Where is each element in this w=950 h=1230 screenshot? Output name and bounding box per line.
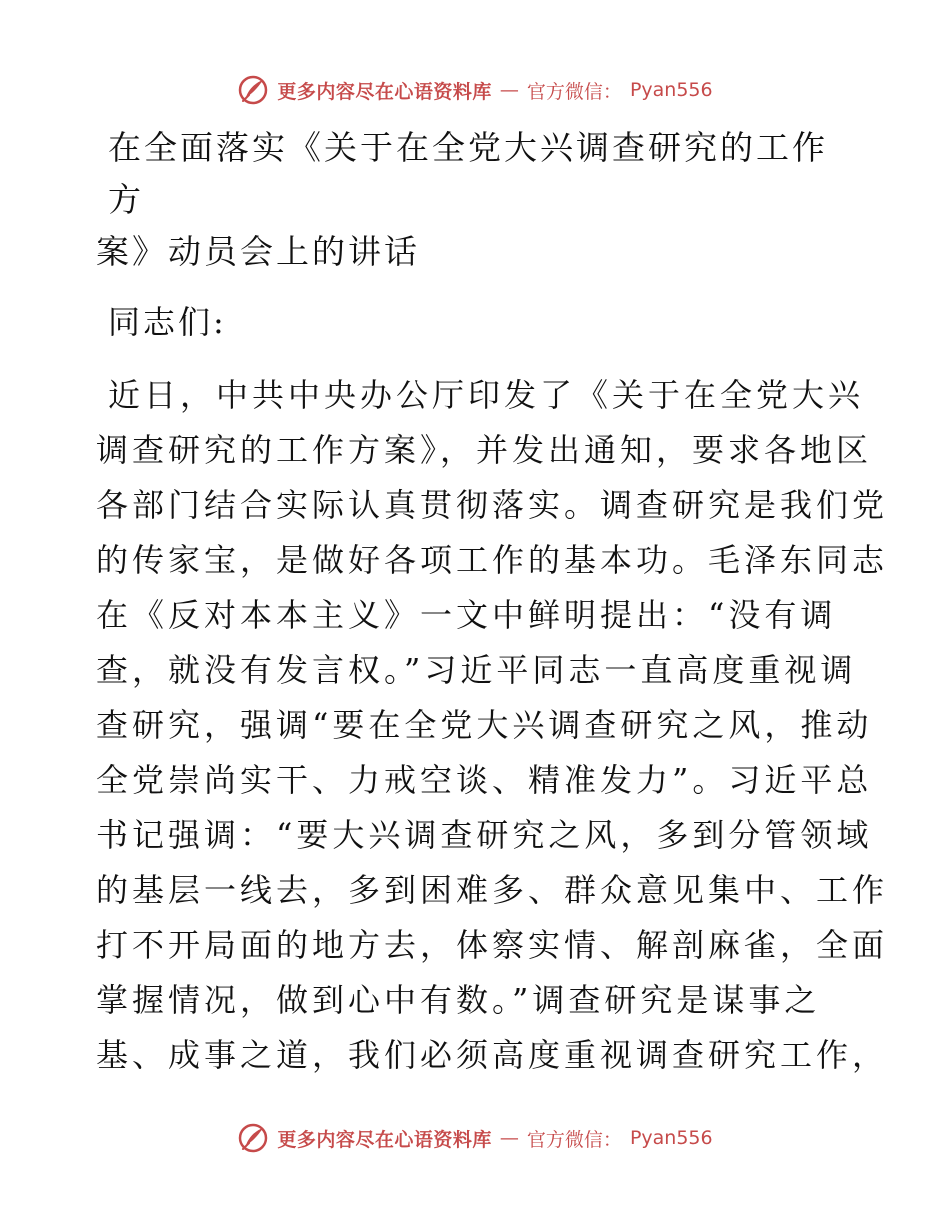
title-line-2: 案》动员会上的讲话	[96, 232, 420, 271]
body-line: 的传家宝，是做好各项工作的基本功。毛泽东同志	[96, 541, 889, 579]
feather-pen-icon	[237, 74, 269, 106]
body-line: 查，就没有发言权。”习近平同志一直高度重视调	[96, 651, 857, 689]
document-content	[96, 122, 889, 1083]
banner-official-label: 官方微信：	[526, 1128, 622, 1151]
greeting: 同志们:	[108, 303, 227, 341]
banner-wechat-handle: Pyan556	[629, 79, 713, 101]
document-title	[96, 122, 852, 278]
feather-pen-icon	[237, 1122, 269, 1154]
body-line: 查研究，强调“要在全党大兴调查研究之风，推动	[96, 706, 873, 744]
body-paragraph	[96, 368, 889, 1083]
banner-official-label: 官方微信：	[526, 80, 622, 103]
body-line: 近日，中共中央办公厅印发了《关于在全党大兴	[108, 376, 865, 414]
header-banner	[0, 70, 950, 110]
title-line-1: 在全面落实《关于在全党大兴调查研究的工作方	[108, 128, 828, 219]
body-line: 各部门结合实际认真贯彻落实。调查研究是我们党	[96, 486, 889, 524]
body-line: 在《反对本本主义》一文中鲜明提出：“没有调	[96, 596, 837, 634]
banner-separator: —	[499, 1127, 519, 1149]
banner-separator: —	[499, 79, 519, 101]
banner-brand-text: 更多内容尽在心语资料库	[277, 1128, 492, 1151]
body-line: 全党崇尚实干、力戒空谈、精准发力”。习近平总	[96, 761, 873, 799]
banner-brand-text: 更多内容尽在心语资料库	[277, 80, 492, 103]
body-line: 掌握情况，做到心中有数。”调查研究是谋事之	[96, 981, 821, 1019]
body-line: 打不开局面的地方去，体察实情、解剖麻雀，全面	[96, 926, 889, 964]
body-line: 基、成事之道，我们必须高度重视调查研究工作，	[96, 1036, 889, 1074]
body-line: 书记强调：“要大兴调查研究之风，多到分管领域	[96, 816, 873, 854]
footer-banner	[0, 1118, 950, 1158]
body-line: 调查研究的工作方案》，并发出通知，要求各地区	[96, 431, 873, 469]
banner-wechat-handle: Pyan556	[629, 1127, 713, 1149]
body-line: 的基层一线去，多到困难多、群众意见集中、工作	[96, 871, 889, 909]
